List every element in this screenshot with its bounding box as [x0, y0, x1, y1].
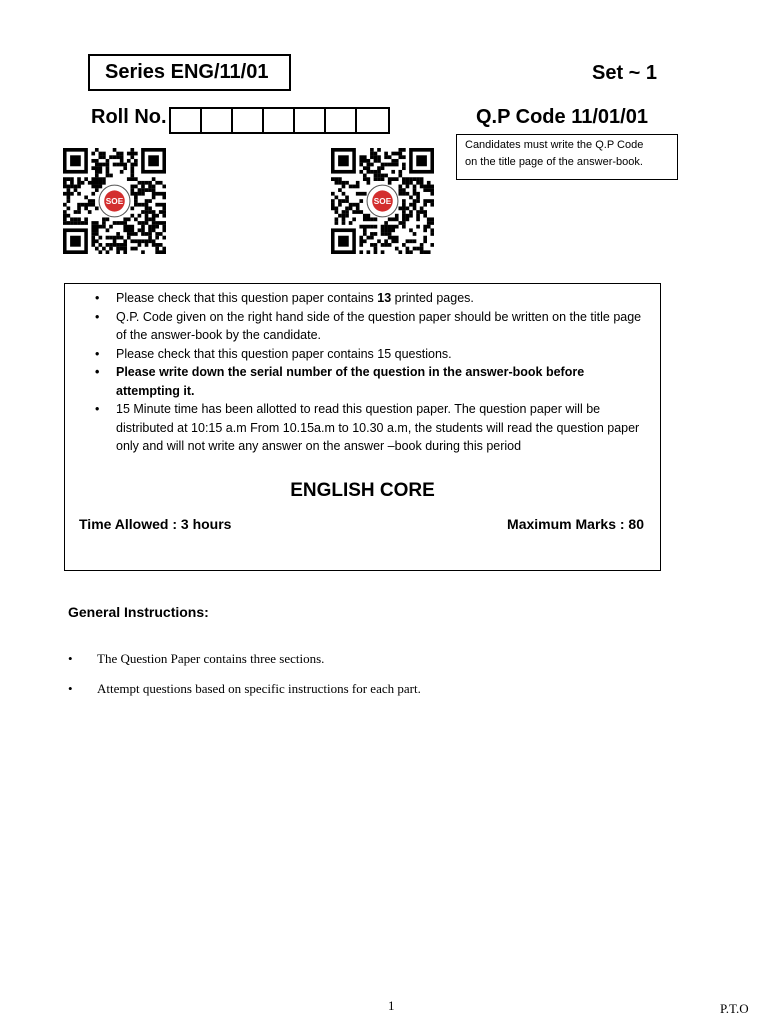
general-instruction-item: • The Question Paper contains three sections.	[68, 651, 325, 666]
roll-number-cell	[295, 109, 326, 132]
svg-text:SOE: SOE	[373, 196, 392, 207]
instruction-item: • Please check that this question paper contains 15 questions.	[95, 346, 452, 361]
page-number: 1	[388, 998, 395, 1013]
series-box	[88, 54, 291, 91]
pto-label: P.T.O	[720, 1001, 749, 1016]
roll-number-boxes	[169, 107, 390, 134]
series-label: Series ENG/11/01	[105, 61, 269, 83]
roll-number-cell	[233, 109, 264, 132]
roll-number-cell	[264, 109, 295, 132]
candidate-note-line-2: on the title page of the answer-book.	[465, 156, 643, 168]
qr-code-right-icon	[331, 148, 434, 254]
instructions-box	[64, 283, 661, 571]
roll-number-cell	[202, 109, 233, 132]
maximum-marks: Maximum Marks : 80	[507, 516, 644, 532]
roll-number-cell	[171, 109, 202, 132]
instructions-list	[92, 289, 647, 456]
candidate-note-box	[456, 134, 678, 180]
instruction-item: • 15 Minute time has been allotted to read this question paper. The question paper will be distributed at 10:15 a.m From 10.15a.m to 10.30 a.m, the students will read the question paper only and will not write any answer on the answer –book during this period	[95, 402, 640, 453]
roll-number-label: Roll No.	[91, 106, 167, 128]
roll-number-cell	[326, 109, 357, 132]
instruction-item: • Please check that this question paper contains 13 printed pages.	[95, 291, 474, 305]
qr-code-left-icon	[63, 148, 166, 254]
roll-number-cell	[357, 109, 388, 132]
general-instructions-heading: General Instructions:	[68, 604, 209, 620]
instruction-item: • Q.P. Code given on the right hand side of the question paper should be written on the title page of the answer-book by the candidate.	[95, 309, 642, 342]
qp-code: Q.P Code 11/01/01	[476, 106, 648, 128]
general-instruction-item: • Attempt questions based on specific instructions for each part.	[68, 681, 421, 696]
time-allowed: Time Allowed : 3 hours	[79, 516, 232, 532]
instruction-item: • Please write down the serial number of the question in the answer-book before attempting it.	[95, 365, 585, 398]
set-label: Set ~ 1	[592, 62, 658, 84]
candidate-note-line-1: Candidates must write the Q.P Code	[465, 139, 644, 151]
svg-text:SOE: SOE	[105, 196, 124, 207]
subject-title: ENGLISH CORE	[290, 480, 435, 501]
